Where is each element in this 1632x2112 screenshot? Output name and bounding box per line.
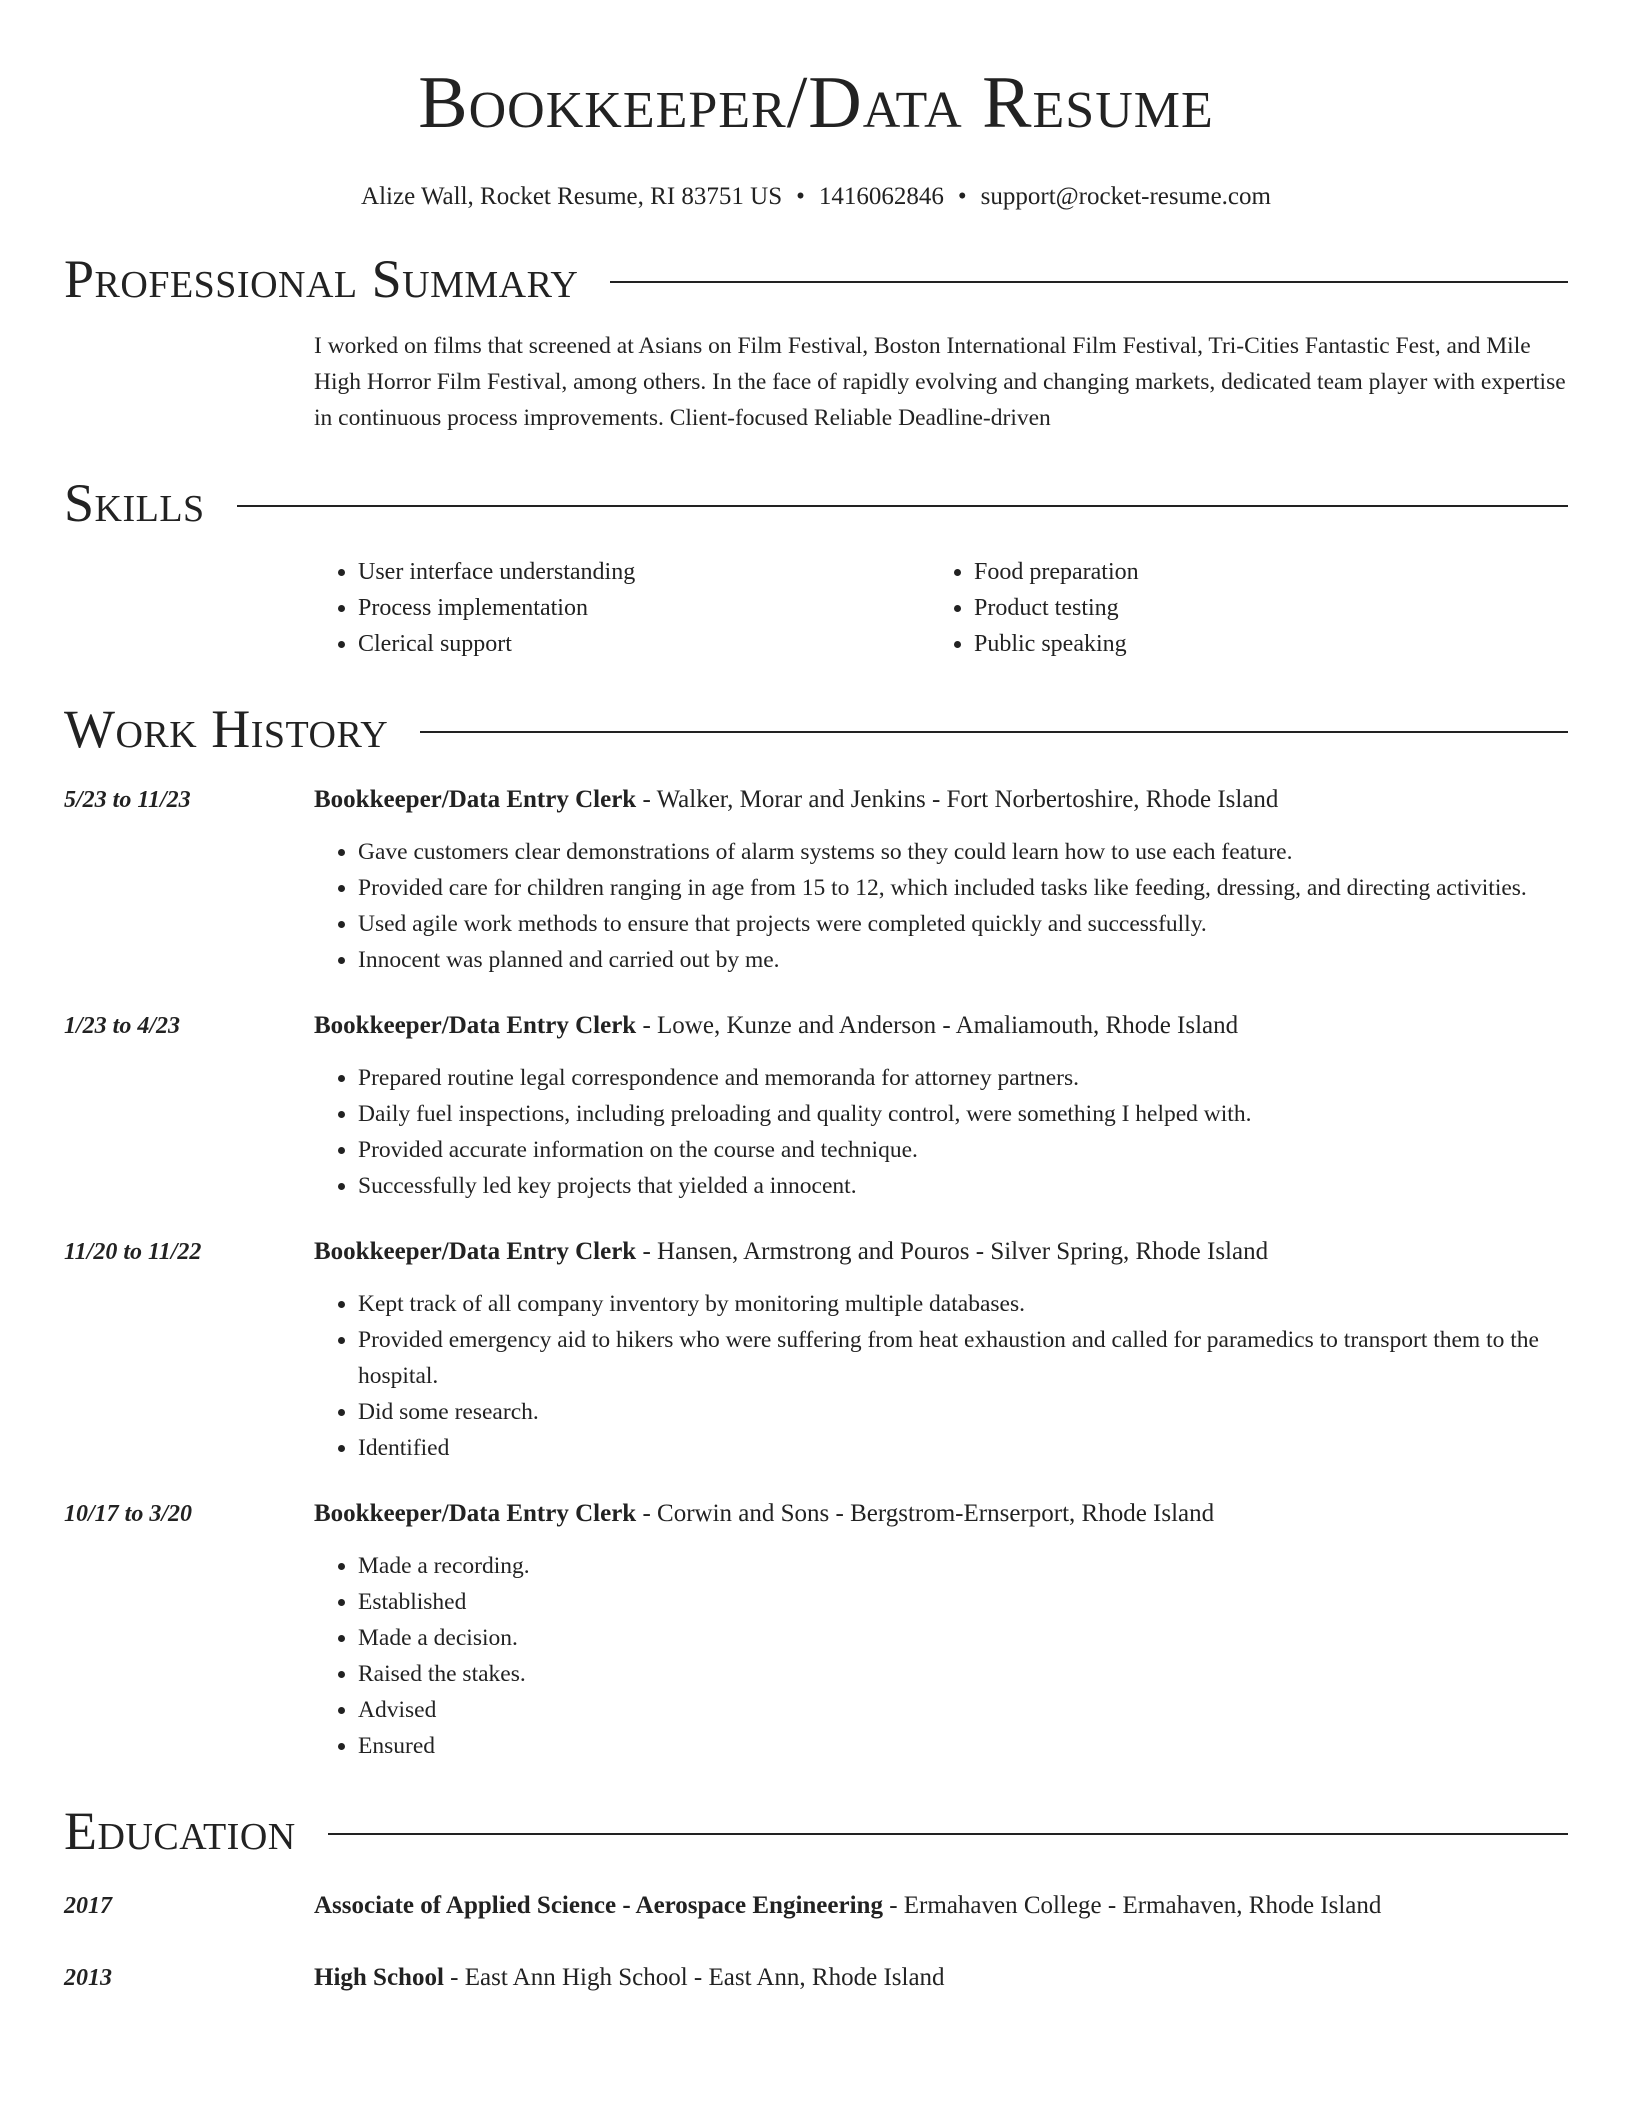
education-degree: High School bbox=[314, 1964, 444, 1991]
work-section-header bbox=[64, 696, 1568, 762]
job-body bbox=[314, 1496, 1568, 1764]
education-entry bbox=[64, 1888, 1568, 1924]
skills-column-1 bbox=[314, 554, 930, 662]
job-bullet: • Used agile work methods to ensure that projects were completed quickly and successfully. bbox=[358, 906, 1568, 942]
job-dates: 10/17 to 3/20 bbox=[64, 1501, 193, 1527]
job-employer: - Hansen, Armstrong and Pouros - Silver Spring, Rhode Island bbox=[636, 1238, 1269, 1265]
skill-item: • Product testing bbox=[974, 590, 1546, 626]
education-section-header bbox=[64, 1798, 1568, 1864]
section-title-summary: Professional Summary bbox=[64, 249, 579, 309]
job-bullet: • Provided emergency aid to hikers who were suffering from heat exhaustion and called for paramedics to transport them to the hospital. bbox=[358, 1322, 1568, 1394]
job-title: Bookkeeper/Data Entry Clerk bbox=[314, 1012, 637, 1039]
job-bullet: • Advised bbox=[358, 1692, 1568, 1728]
skills-section-header bbox=[64, 470, 1568, 536]
summary-section-header bbox=[64, 246, 1568, 312]
page-title: Bookkeeper/Data Resume bbox=[418, 62, 1214, 144]
job-entry bbox=[64, 782, 1568, 978]
skills-list bbox=[314, 554, 1568, 662]
job-bullets bbox=[314, 1286, 1568, 1466]
education-list bbox=[64, 1888, 1568, 1996]
section-divider bbox=[420, 731, 1568, 733]
job-body bbox=[314, 1234, 1568, 1466]
job-bullet: • Established bbox=[358, 1584, 1568, 1620]
education-degree: Associate of Applied Science - Aerospace Engineering bbox=[314, 1892, 883, 1919]
section-divider bbox=[328, 1833, 1568, 1835]
skill-item: • Food preparation bbox=[974, 554, 1546, 590]
job-body bbox=[314, 1008, 1568, 1204]
job-bullet: • Kept track of all company inventory by monitoring multiple databases. bbox=[358, 1286, 1568, 1322]
contact-address: Alize Wall, Rocket Resume, RI 83751 US bbox=[361, 183, 783, 210]
section-title-skills: Skills bbox=[64, 473, 205, 533]
education-body bbox=[314, 1888, 1381, 1924]
job-bullets bbox=[314, 1060, 1568, 1204]
skill-item: • User interface understanding bbox=[358, 554, 930, 590]
education-year: 2017 bbox=[64, 1893, 112, 1919]
job-title: Bookkeeper/Data Entry Clerk bbox=[314, 1238, 637, 1265]
job-bullet: • Did some research. bbox=[358, 1394, 1568, 1430]
job-title: Bookkeeper/Data Entry Clerk bbox=[314, 786, 637, 813]
job-bullet: • Prepared routine legal correspondence and memoranda for attorney partners. bbox=[358, 1060, 1568, 1096]
work-history-list bbox=[64, 782, 1568, 1764]
job-entry bbox=[64, 1234, 1568, 1466]
skill-item: • Public speaking bbox=[974, 626, 1546, 662]
job-employer: - Walker, Morar and Jenkins - Fort Norbertoshire, Rhode Island bbox=[636, 786, 1279, 813]
education-school: - East Ann High School - East Ann, Rhode Island bbox=[443, 1964, 945, 1991]
job-heading bbox=[314, 782, 1568, 818]
job-bullet: • Made a decision. bbox=[358, 1620, 1568, 1656]
job-employer: - Corwin and Sons - Bergstrom-Ernserport, Rhode Island bbox=[636, 1500, 1215, 1527]
job-bullet: • Innocent was planned and carried out by me. bbox=[358, 942, 1568, 978]
job-dates: 11/20 to 11/22 bbox=[64, 1239, 202, 1265]
skill-item: • Process implementation bbox=[358, 590, 930, 626]
job-entry bbox=[64, 1008, 1568, 1204]
job-bullet: • Gave customers clear demonstrations of alarm systems so they could learn how to use each feature. bbox=[358, 834, 1568, 870]
contact-email: support@rocket-resume.com bbox=[980, 183, 1271, 210]
contact-phone: 1416062846 bbox=[818, 183, 944, 210]
job-bullet: • Daily fuel inspections, including preloading and quality control, were something I helped with. bbox=[358, 1096, 1568, 1132]
job-bullet: • Identified bbox=[358, 1430, 1568, 1466]
summary-text: I worked on films that screened at Asians on Film Festival, Boston International Film Festival, Tri-Cities Fantastic Fest, and Mile High Horror Film Festival, among others. In the face of rapidly evolving and changing markets, dedicated team player with expertise in continuous process improvements. Client-focused Reliable Deadline-driven bbox=[314, 333, 1566, 431]
job-body bbox=[314, 782, 1568, 978]
education-year: 2013 bbox=[64, 1965, 112, 1991]
job-employer: - Lowe, Kunze and Anderson - Amaliamouth, Rhode Island bbox=[636, 1012, 1239, 1039]
skills-column-2 bbox=[930, 554, 1546, 662]
job-heading bbox=[314, 1234, 1568, 1270]
job-title: Bookkeeper/Data Entry Clerk bbox=[314, 1500, 637, 1527]
job-dates: 1/23 to 4/23 bbox=[64, 1013, 181, 1039]
job-heading bbox=[314, 1496, 1568, 1532]
job-heading bbox=[314, 1008, 1568, 1044]
job-bullet: • Provided care for children ranging in age from 15 to 12, which included tasks like feeding, dressing, and directing activities. bbox=[358, 870, 1568, 906]
education-school: - Ermahaven College - Ermahaven, Rhode Island bbox=[882, 1892, 1382, 1919]
section-title-work: Work History bbox=[64, 699, 389, 759]
job-bullets bbox=[314, 1548, 1568, 1764]
job-bullet: • Ensured bbox=[358, 1728, 1568, 1764]
job-bullets bbox=[314, 834, 1568, 978]
section-divider bbox=[610, 281, 1568, 283]
contact-separator: • bbox=[957, 183, 967, 210]
contact-line bbox=[64, 182, 1568, 212]
job-bullet: • Provided accurate information on the course and technique. bbox=[358, 1132, 1568, 1168]
skill-item: • Clerical support bbox=[358, 626, 930, 662]
job-entry bbox=[64, 1496, 1568, 1764]
contact-separator: • bbox=[796, 183, 805, 210]
education-entry bbox=[64, 1960, 1568, 1996]
job-bullet: • Made a recording. bbox=[358, 1548, 1568, 1584]
section-divider bbox=[237, 505, 1568, 507]
education-body bbox=[314, 1960, 945, 1996]
section-title-education: Education bbox=[64, 1801, 296, 1861]
job-bullet: • Raised the stakes. bbox=[358, 1656, 1568, 1692]
job-bullet: • Successfully led key projects that yielded a innocent. bbox=[358, 1168, 1568, 1204]
job-dates: 5/23 to 11/23 bbox=[64, 787, 191, 813]
